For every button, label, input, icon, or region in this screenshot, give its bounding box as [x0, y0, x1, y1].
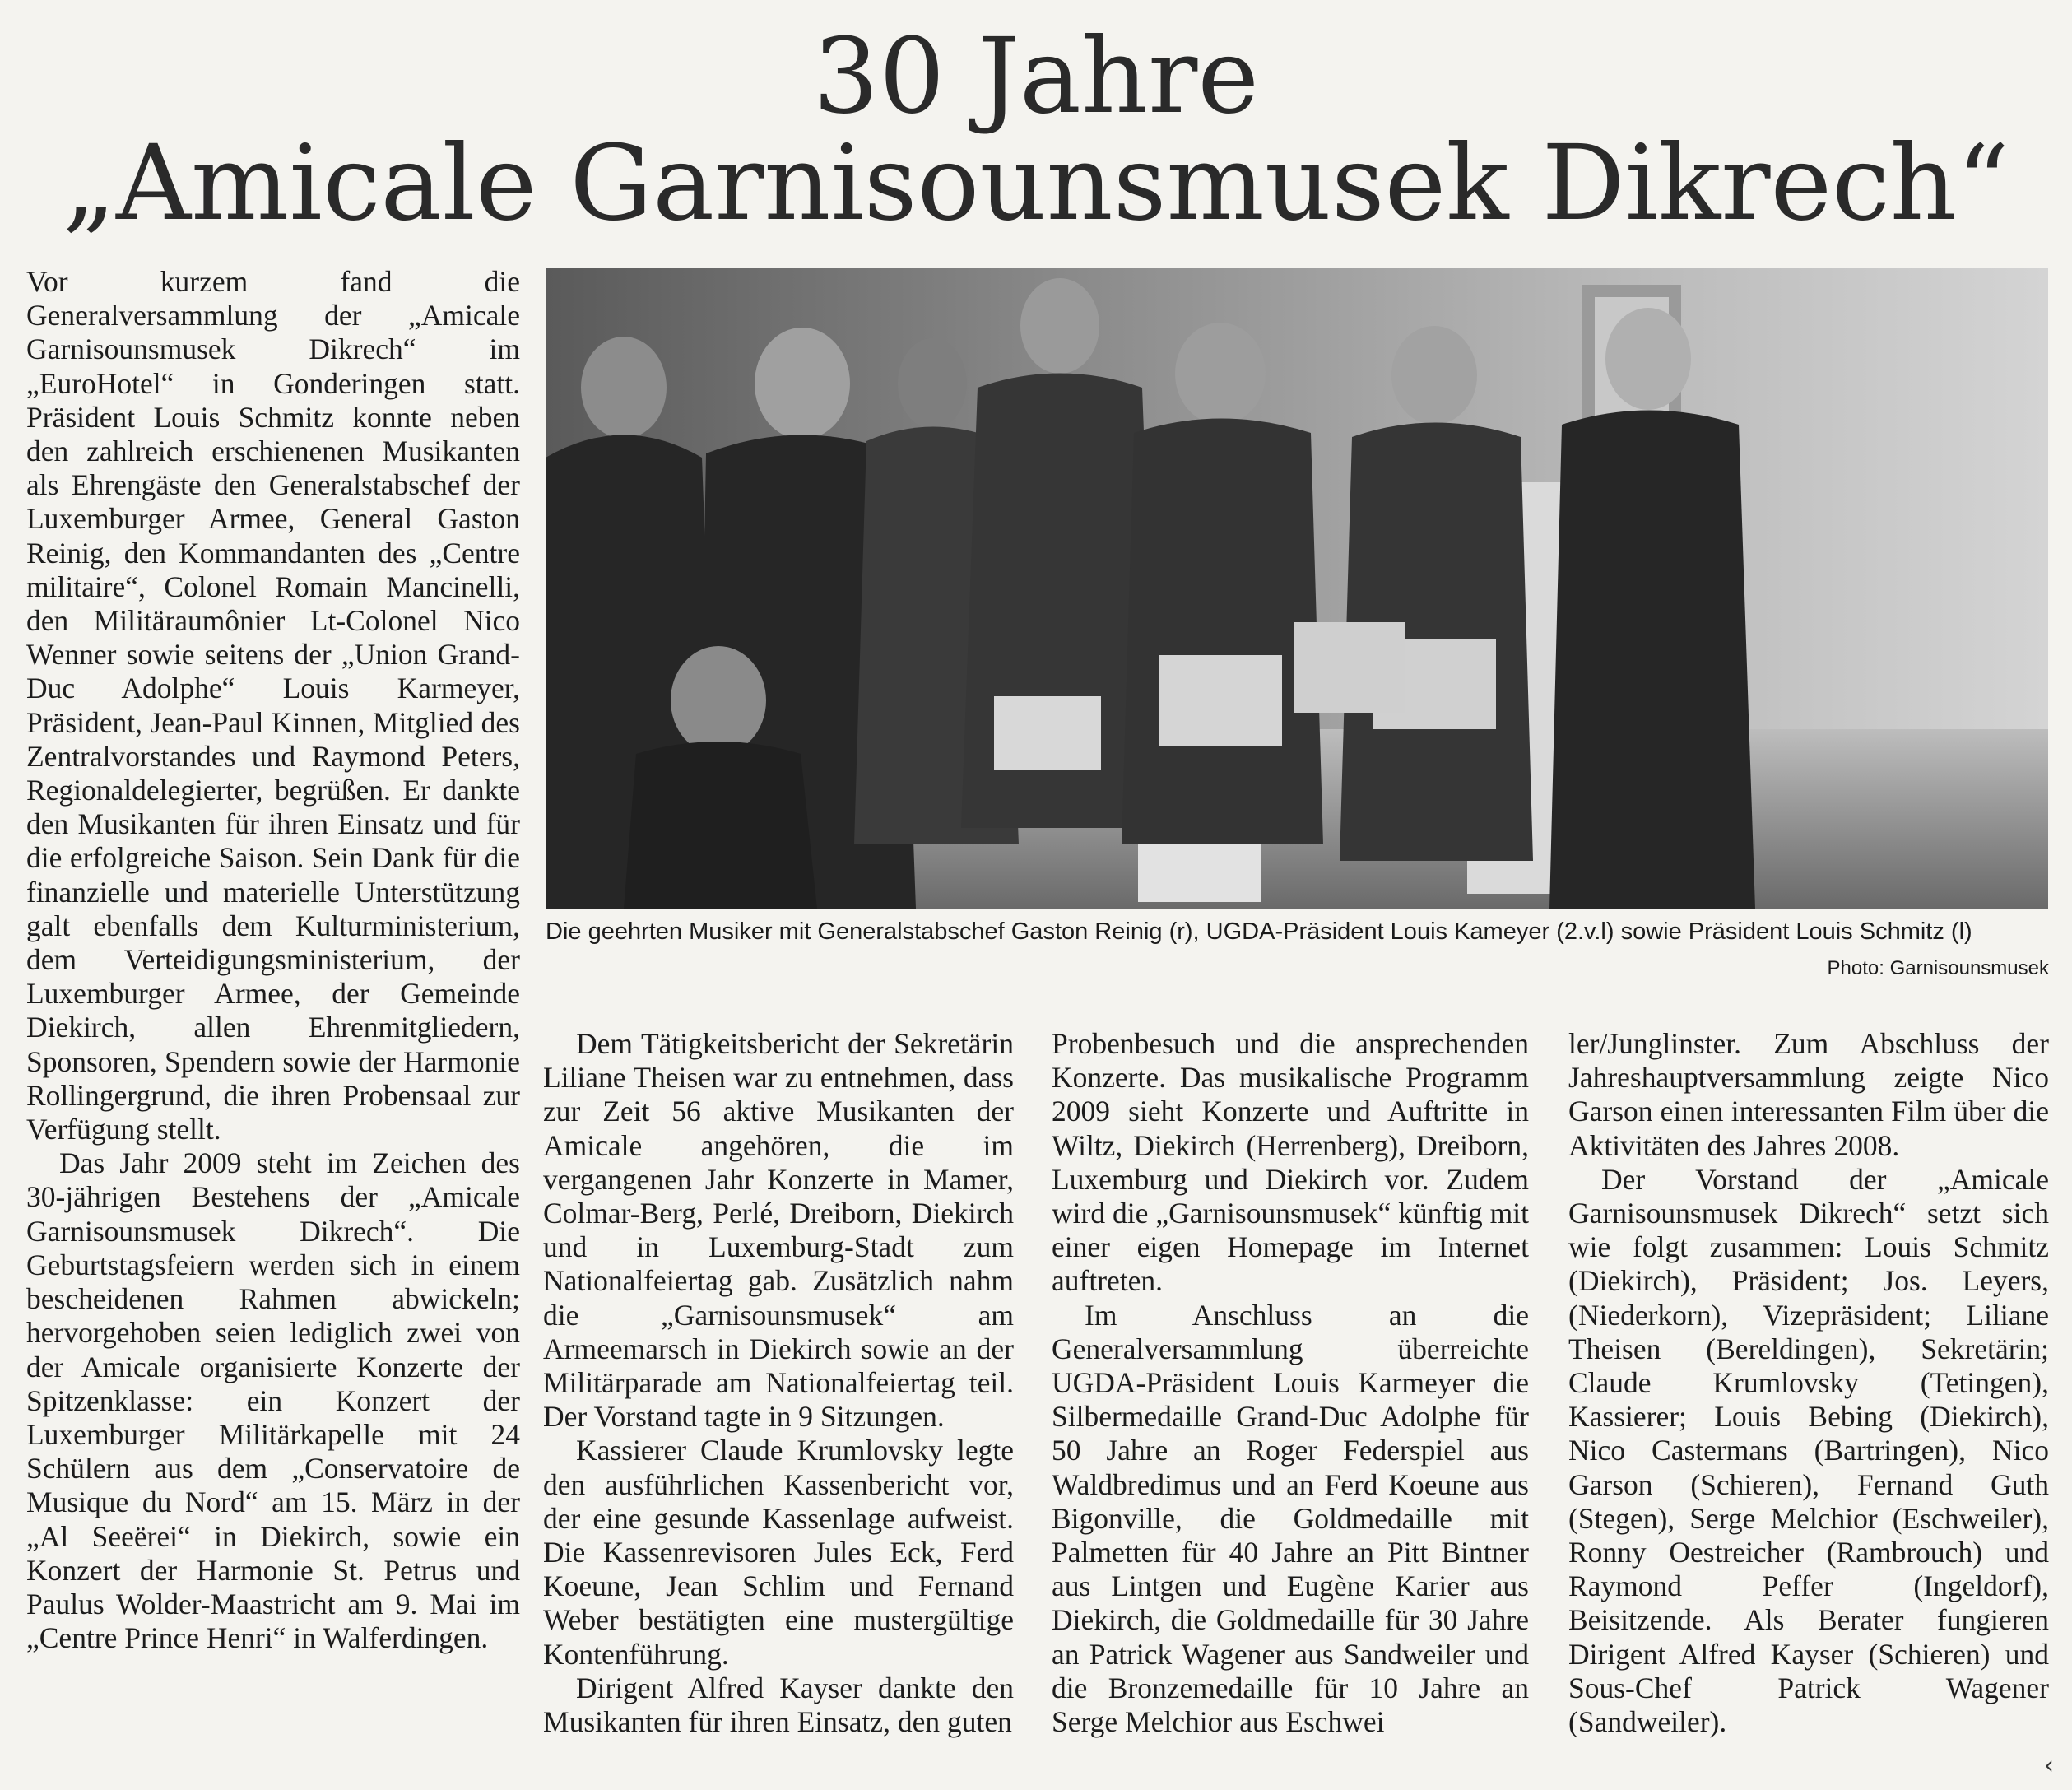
- headline-line-1: 30 Jahre: [813, 16, 1259, 137]
- article-column-3: [1052, 1027, 1529, 1739]
- article-paragraph: Dem Tätigkeitsbericht der Sekretärin Liliane Theisen war zu entnehmen, dass zur Zeit 56 aktive Musikanten der Amicale angehören, die im vergangenen Jahr Konzerte in Mamer, Colmar-Berg, Perlé, Dreiborn, Diekirch und in Luxemburg-Stadt zum Nationalfeiertag gab. Zusätzlich nahm die „Garnisounsmusek“ am Armeemarsch in Diekirch sowie an der Militärparade am Nationalfeiertag teil. Der Vorstand tagte in 9 Sitzungen.: [543, 1027, 1014, 1434]
- article-paragraph: Der Vorstand der „Amicale Garnisounsmusek Dikrech“ setzt sich wie folgt zusammen: Louis Schmitz (Diekirch), Präsident; Jos. Leyers, (Niederkorn), Vizepräsident; Liliane Theisen (Bereldingen), Sekretärin; Claude Krumlovsky (Tetingen), Kassierer; Louis Bebing (Diekirch), Nico Castermans (Bartringen), Nico Garson (Schieren), Fernand Guth (Stegen), Serge Melchior (Eschweiler), Ronny Oestreicher (Rambrouch) und Raymond Peffer (Ingeldorf), Beisitzende. Als Berater fungieren Dirigent Alfred Kayser (Schieren) und Sous-Chef Patrick Wagener (Sandweiler).: [1568, 1162, 2049, 1739]
- article-column-4: [1568, 1027, 2049, 1739]
- page-corner-mark: ‹: [2044, 1751, 2054, 1780]
- article-paragraph: ler/Junglinster. Zum Abschluss der Jahreshauptversammlung zeigte Nico Garson einen interessanten Film über die Aktivitäten des Jahres 2008.: [1568, 1027, 2049, 1162]
- photo-caption: Die geehrten Musiker mit Generalstabschef Gaston Reinig (r), UGDA-Präsident Louis Kameyer (2.v.l) sowie Präsident Louis Schmitz (l): [546, 918, 1972, 945]
- headline-line-2: „Amicale Garnisounsmusek Dikrech“: [62, 123, 2010, 244]
- group-photo: [546, 268, 2048, 909]
- article-column-2: [543, 1027, 1014, 1739]
- article-paragraph: Dirigent Alfred Kayser dankte den Musikanten für ihren Einsatz, den guten: [543, 1671, 1014, 1739]
- article-column-1: [26, 265, 520, 1655]
- article-paragraph: Kassierer Claude Krumlovsky legte den ausführlichen Kassenbericht vor, der eine gesunde Kassenlage aufweist. Die Kassenrevisoren Jules Eck, Ferd Koeune, Jean Schlim und Fernand Weber bestätigten eine mustergültige Kontenführung.: [543, 1434, 1014, 1671]
- article-paragraph: Im Anschluss an die Generalversammlung überreichte UGDA-Präsident Louis Karmeyer die Silbermedaille Grand-Duc Adolphe für 50 Jahre an Roger Federspiel aus Waldbredimus und an Ferd Koeune aus Bigonville, die Goldmedaille mit Palmetten für 40 Jahre an Pitt Bintner aus Lintgen und Eugène Karier aus Diekirch, die Goldmedaille für 30 Jahre an Patrick Wagener aus Sandweiler und die Bronzemedaille für 10 Jahre an Serge Melchior aus Eschwei: [1052, 1298, 1529, 1739]
- article-paragraph: Probenbesuch und die ansprechenden Konzerte. Das musikalische Programm 2009 sieht Konzerte und Auftritte in Wiltz, Diekirch (Herrenberg), Dreiborn, Luxemburg und Diekirch vor. Zudem wird die „Garnisounsmusek“ künftig mit einer eigen Homepage im Internet auftreten.: [1052, 1027, 1529, 1298]
- photo-credit: Photo: Garnisounsmusek: [1827, 957, 2049, 979]
- article-paragraph: Vor kurzem fand die Generalversammlung der „Amicale Garnisounsmusek Dikrech“ im „EuroHotel“ in Gonderingen statt. Präsident Louis Schmitz konnte neben den zahlreich erschienenen Musikanten als Ehrengäste den Generalstabschef der Luxemburger Armee, General Gaston Reinig, den Kommandanten des „Centre militaire“, Colonel Romain Mancinelli, den Militäraumônier Lt-Colonel Nico Wenner sowie seitens der „Union Grand-Duc Adolphe“ Louis Karmeyer, Präsident, Jean-Paul Kinnen, Mitglied des Zentralvorstandes und Raymond Peters, Regionaldelegierter, begrüßen. Er dankte den Musikanten für ihren Einsatz und für die erfolgreiche Saison. Sein Dank für die finanzielle und materielle Unterstützung galt ebenfalls dem Kulturministerium, dem Verteidigungsministerium, der Luxemburger Armee, der Gemeinde Diekirch, allen Ehrenmitgliedern, Sponsoren, Spendern sowie der Harmonie Rollingergrund, die ihren Probensaal zur Verfügung stellt.: [26, 265, 520, 1146]
- article-paragraph: Das Jahr 2009 steht im Zeichen des 30-jährigen Bestehens der „Amicale Garnisounsmusek Dikrech“. Die Geburtstagsfeiern werden sich in einem bescheidenen Rahmen abwickeln; hervorgehoben seien lediglich zwei von der Amicale organisierte Konzerte der Spitzenklasse: ein Konzert der Luxemburger Militärkapelle mit 24 Schülern aus dem „Conservatoire de Musique du Nord“ am 15. März in der „Al Seeërei“ in Diekirch, sowie ein Konzert der Harmonie St. Petrus und Paulus Wolder-Maastricht am 9. Mai im „Centre Prince Henri“ in Walferdingen.: [26, 1146, 520, 1655]
